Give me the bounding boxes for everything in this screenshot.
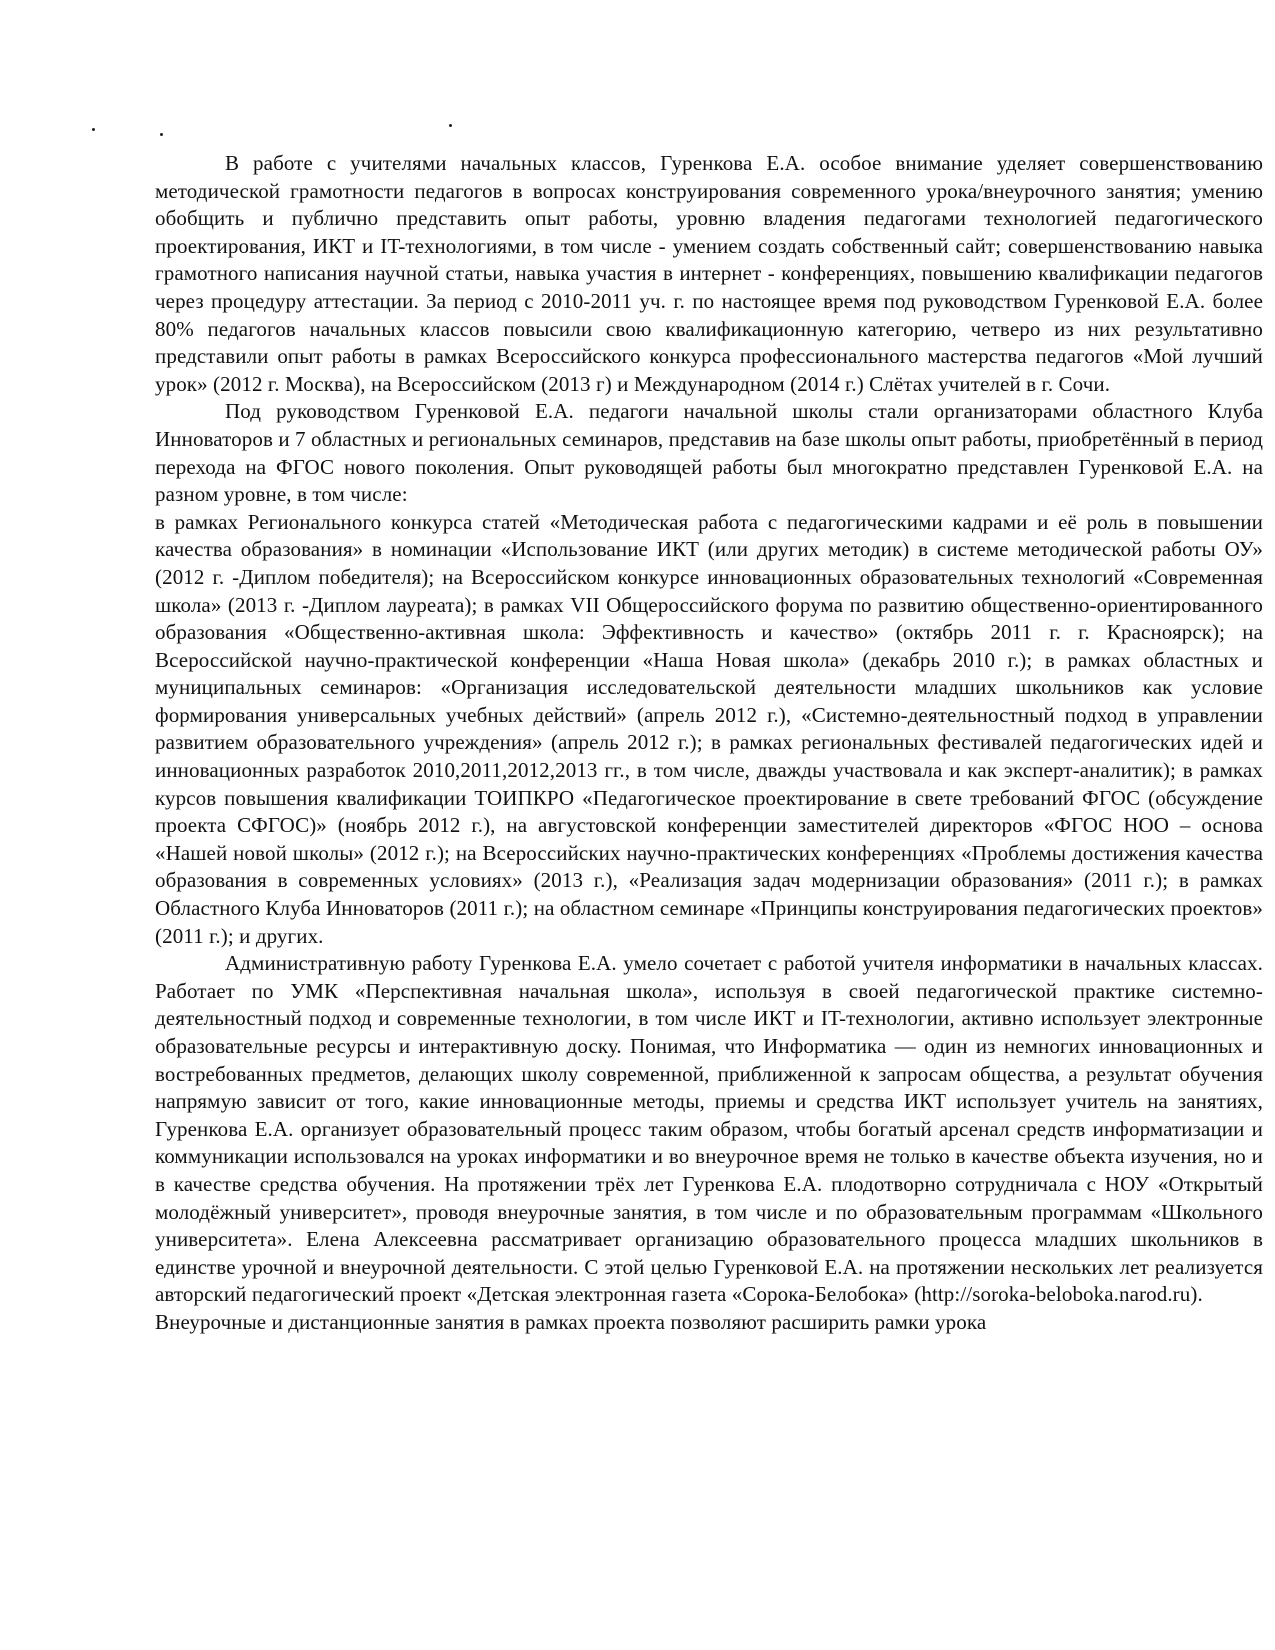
scan-speck (92, 128, 95, 131)
paragraph-methodical-work: В работе с учителями начальных классов, Гуренкова Е.А. особое внимание уделяет совершенствованию методической грамотности педагогов в вопросах конструирования современного урока/внеурочного занятия; умению обобщить и публично представить опыт работы, уровню владения педагогами технологией педагогического проектирования, ИКТ и IT-технологиями, в том числе - умением создать собственный сайт; совершенствованию навыка грамотного написания научной статьи, навыка участия в интернет - конференциях, повышению квалификации педагогов через процедуру аттестации. За период с 2010-2011 уч. г. по настоящее время под руководством Гуренковой Е.А. более 80% педагогов начальных классов повысили свою квалификационную категорию, четверо из них результативно представили опыт работы в рамках Всероссийского конкурса профессионального мастерства педагогов «Мой лучший урок» (2012 г. Москва), на Всероссийском (2013 г) и Международном (2014 г.) Слётах учителей в г. Сочи. (155, 151, 1263, 396)
scan-speck (449, 124, 452, 127)
scan-speck (160, 133, 163, 136)
document-body (155, 150, 1263, 1337)
paragraph-extracurricular-cut: Внеурочные и дистанционные занятия в рамках проекта позволяют расширить рамки урока (155, 1309, 987, 1334)
paragraph-innovators-club: Под руководством Гуренковой Е.А. педагоги начальной школы стали организаторами областного Клуба Инноваторов и 7 областных и региональных семинаров, представив на базе школы опыт работы, приобретённый в период перехода на ФГОС нового поколения. Опыт руководящей работы был многократно представлен Гуренковой Е.А. на разном уровне, в том числе: (155, 399, 1263, 507)
paragraph-administrative-work: Административную работу Гуренкова Е.А. умело сочетает с работой учителя информатики в начальных классах. Работает по УМК «Перспективная начальная школа», используя в своей педагогической практике системно-деятельностный подход и современные технологии, в том числе ИКТ и IT-технологии, активно использует электронные образовательные ресурсы и интерактивную доску. Понимая, что Информатика — один из немногих инновационных и востребованных предметов, делающих школу современной, приближенной к запросам общества, а результат обучения напрямую зависит от того, какие инновационные методы, приемы и средства ИКТ использует учитель на занятиях, Гуренкова Е.А. организует образовательный процесс таким образом, чтобы богатый арсенал средств информатизации и коммуникации использовался на уроках информатики и во внеурочное время не только в качестве объекта изучения, но и в качестве средства обучения. На протяжении трёх лет Гуренкова Е.А. плодотворно сотрудничала с НОУ «Открытый молодёжный университет», проводя внеурочные занятия, в том числе и по образовательным программам «Школьного университета». Елена Алексеевна рассматривает организацию образовательного процесса младших школьников в единстве урочной и внеурочной деятельности. С этой целью Гуренковой Е.А. на протяжении нескольких лет реализуется авторский педагогический проект «Детская электронная газета «Сорока-Белобока» (http://soroka-beloboka.narod.ru). (155, 951, 1263, 1307)
paragraph-presentations-list: в рамках Регионального конкурса статей «Методическая работа с педагогическими кадрами и её роль в повышении качества образования» в номинации «Использование ИКТ (или других методик) в системе методической работы ОУ» (2012 г. -Диплом победителя); на Всероссийском конкурсе инновационных образовательных технологий «Современная школа» (2013 г. -Диплом лауреата); в рамках VII Общероссийского форума по развитию общественно-ориентированного образования «Общественно-активная школа: Эффективность и качество» (октябрь 2011 г. г. Красноярск); на Всероссийской научно-практической конференции «Наша Новая школа» (декабрь 2010 г.); в рамках областных и муниципальных семинаров: «Организация исследовательской деятельности младших школьников как условие формирования универсальных учебных действий» (апрель 2012 г.), «Системно-деятельностный подход в управлении развитием образовательного учреждения» (апрель 2012 г.); в рамках региональных фестивалей педагогических идей и инновационных разработок 2010,2011,2012,2013 гг., в том числе, дважды участвовала и как эксперт-аналитик); в рамках курсов повышения квалификации ТОИПКРО «Педагогическое проектирование в свете требований ФГОС (обсуждение проекта СФГОС)» (ноябрь 2012 г.), на августовской конференции заместителей директоров «ФГОС НОО – основа «Нашей новой школы» (2012 г.); на Всероссийских научно-практических конференциях «Проблемы достижения качества образования в современных условиях» (2013 г.), «Реализация задач модернизации образования» (2011 г.); в рамках Областного Клуба Инноваторов (2011 г.); на областном семинаре «Принципы конструирования педагогических проектов» (2011 г.); и других. (155, 509, 1263, 948)
